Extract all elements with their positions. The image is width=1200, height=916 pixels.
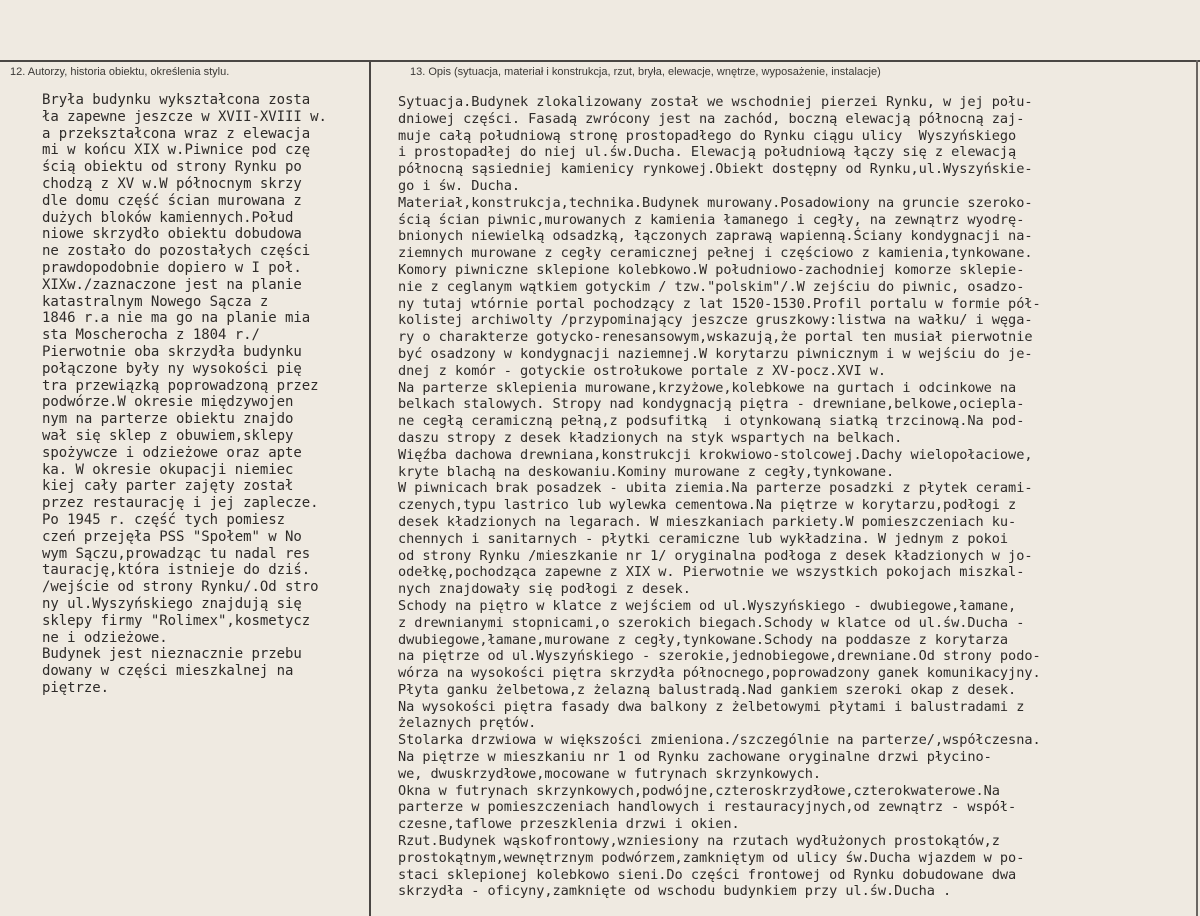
section-13-header: 13. Opis (sytuacja, materiał i konstrukcja, rzut, bryła, elewacje, wnętrze, wyposażenie, instalacje) (410, 66, 881, 78)
history-text-column: Bryła budynku wykształcona zosta ła zapewne jeszcze w XVII-XVIII w. a przekształcona wraz z elewacja mi w końcu XIX w.Piwnice pod czę ścią obiektu od strony Rynku po chodzą z XV w.W północnym skrzy dle domu część ścian murowana z dużych bloków kamiennych.Połud niowe skrzydło obiektu dobudowa ne zostało do pozostałych części prawdopodobnie dopiero w I poł. XIXw./zaznaczone jest na planie katastralnym Nowego Sącza z 1846 r.a nie ma go na planie mia sta Moscherocha z 1804 r./ Pierwotnie oba skrzydła budynku połączone były ny wysokości pię tra przewiązką poprowadzoną przez podwórze.W okresie międzywojen nym na parterze obiektu znajdo wał się sklep z obuwiem,sklepy spożywcze i odzieżowe oraz apte ka. W okresie okupacji niemiec kiej cały parter zajęty został przez restaurację i jej zaplecze. Po 1945 r. część tych pomiesz czeń przejęła PSS "Społem" w No wym Sączu,prowadząc tu nadal res taurację,która istnieje do dziś. /wejście od strony Rynku/.Od stro ny ul.Wyszyńskiego znajdują się sklepy firmy "Rolimex",kosmetycz ne i odzieżowe. Budynek jest nieznacznie przebu dowany w części mieszkalnej na piętrze. (42, 92, 327, 696)
right-edge-line (1196, 60, 1198, 916)
top-divider-line (0, 60, 1200, 62)
column-divider-line (369, 60, 371, 916)
section-12-header: 12. Autorzy, historia obiektu, określenia stylu. (10, 66, 230, 78)
description-text-column: Sytuacja.Budynek zlokalizowany został we wschodniej pierzei Rynku, w jej połu- dniowej części. Fasadą zwrócony jest na zachód, boczną elewacją północną zaj- muje całą południową stronę prostopadłego do Rynku ciągu ulicy Wyszyńskiego i prostopadłej do niej ul.św.Ducha. Elewacją południową łączy się z elewacją północną sąsiedniej kamienicy rynkowej.Obiekt dostępny od Rynku,ul.Wyszyńskie- go i św. Ducha. Materiał,konstrukcja,technika.Budynek murowany.Posadowiony na gruncie szeroko- ścią ścian piwnic,murowanych z kamienia łamanego i cegły, na zewnątrz wyodrę- bnionych niewielką odsadzką, łączonych zaprawą wapienną.Ściany kondygnacji na- ziemnych murowane z cegły ceramicznej pełnej i częściowo z kamienia,tynkowane. Komory piwniczne sklepione kolebkowo.W południowo-zachodniej komorze sklepie- nie z ceglanym wątkiem gotyckim / tzw."polskim"/.W zejściu do piwnic, osadzo- ny tutaj wtórnie portal pochodzący z lat 1520-1530.Profil portalu w formie pół- kolistej archiwolty /przypominający jeszcze gruszkowy:listwa na wałku/ i węga- ry o charakterze gotycko-renesansowym,wskazują,że portal ten musiał pierwotnie być osadzony w kondygnacji naziemnej.W korytarzu piwnicznym i w wejściu do je- dnej z komór - gotyckie ostrołukowe portale z XV-pocz.XVI w. Na parterze sklepienia murowane,krzyżowe,kolebkowe na gurtach i odcinkowe na belkach stalowych. Stropy nad kondygnacją piętra - drewniane,belkowe,ociepla- ne cegłą ceramiczną pełną,z podsufitką i otynkowaną siatką trzcinową.Na pod- daszu stropy z desek kładzionych na styk wspartych na belkach. Więźba dachowa drewniana,konstrukcji krokwiowo-stolcowej.Dachy wielopołaciowe, kryte blachą na deskowaniu.Kominy murowane z cegły,tynkowane. W piwnicach brak posadzek - ubita ziemia.Na parterze posadzki z płytek cerami- czenych,typu lastrico lub wylewka cementowa.Na piętrze w korytarzu,podłogi z desek kładzionych na legarach. W mieszkaniach parkiety.W pomieszczeniach ku- chennych i sanitarnych - płytki ceramiczne lub wykładzina. W jednym z pokoi od strony Rynku /mieszkanie nr 1/ oryginalna podłoga z desek kładzionych w jo- odełkę,pochodząca zapewne z XIX w. Pierwotnie we wszystkich pokojach miszkal- nych znajdowały się podłogi z desek. Schody na piętro w klatce z wejściem od ul.Wyszyńskiego - dwubiegowe,łamane, z drewnianymi stopnicami,o szerokich biegach.Schody w klatce od ul.św.Ducha - dwubiegowe,łamane,murowane z cegły,tynkowane.Schody na poddasze z korytarza na piętrze od ul.Wyszyńskiego - szerokie,jednobiegowe,drewniane.Od strony podo- wórza na wysokości piętra skrzydła północnego,poprowadzony ganek komunikacyjny. Płyta ganku żelbetowa,z żelazną balustradą.Nad gankiem szeroki okap z desek. Na wysokości piętra fasady dwa balkony z żelbetowymi płytami i balustradami z żelaznych prętów. Stolarka drzwiowa w większości zmieniona./szczególnie na parterze/,współczesna. Na piętrze w mieszkaniu nr 1 od Rynku zachowane oryginalne drzwi płycino- we, dwuskrzydłowe,mocowane w futrynach skrzynkowych. Okna w futrynach skrzynkowych,podwójne,czteroskrzydłowe,czterokwaterowe.Na parterze w pomieszczeniach handlowych i restauracyjnych,od zewnątrz - współ- czesne,taflowe przeszklenia drzwi i okien. Rzut.Budynek wąskofrontowy,wzniesiony na rzutach wydłużonych prostokątów,z prostokątnym,wewnętrznym podwórzem,zamkniętym od ulicy św.Ducha wjazdem w po- staci sklepionej kolebkowo sieni.Do części frontowej od Rynku dobudowane dwa skrzydła - oficyny,zamknięte od wschodu budynkiem przy ul.św.Ducha . (398, 94, 1041, 900)
